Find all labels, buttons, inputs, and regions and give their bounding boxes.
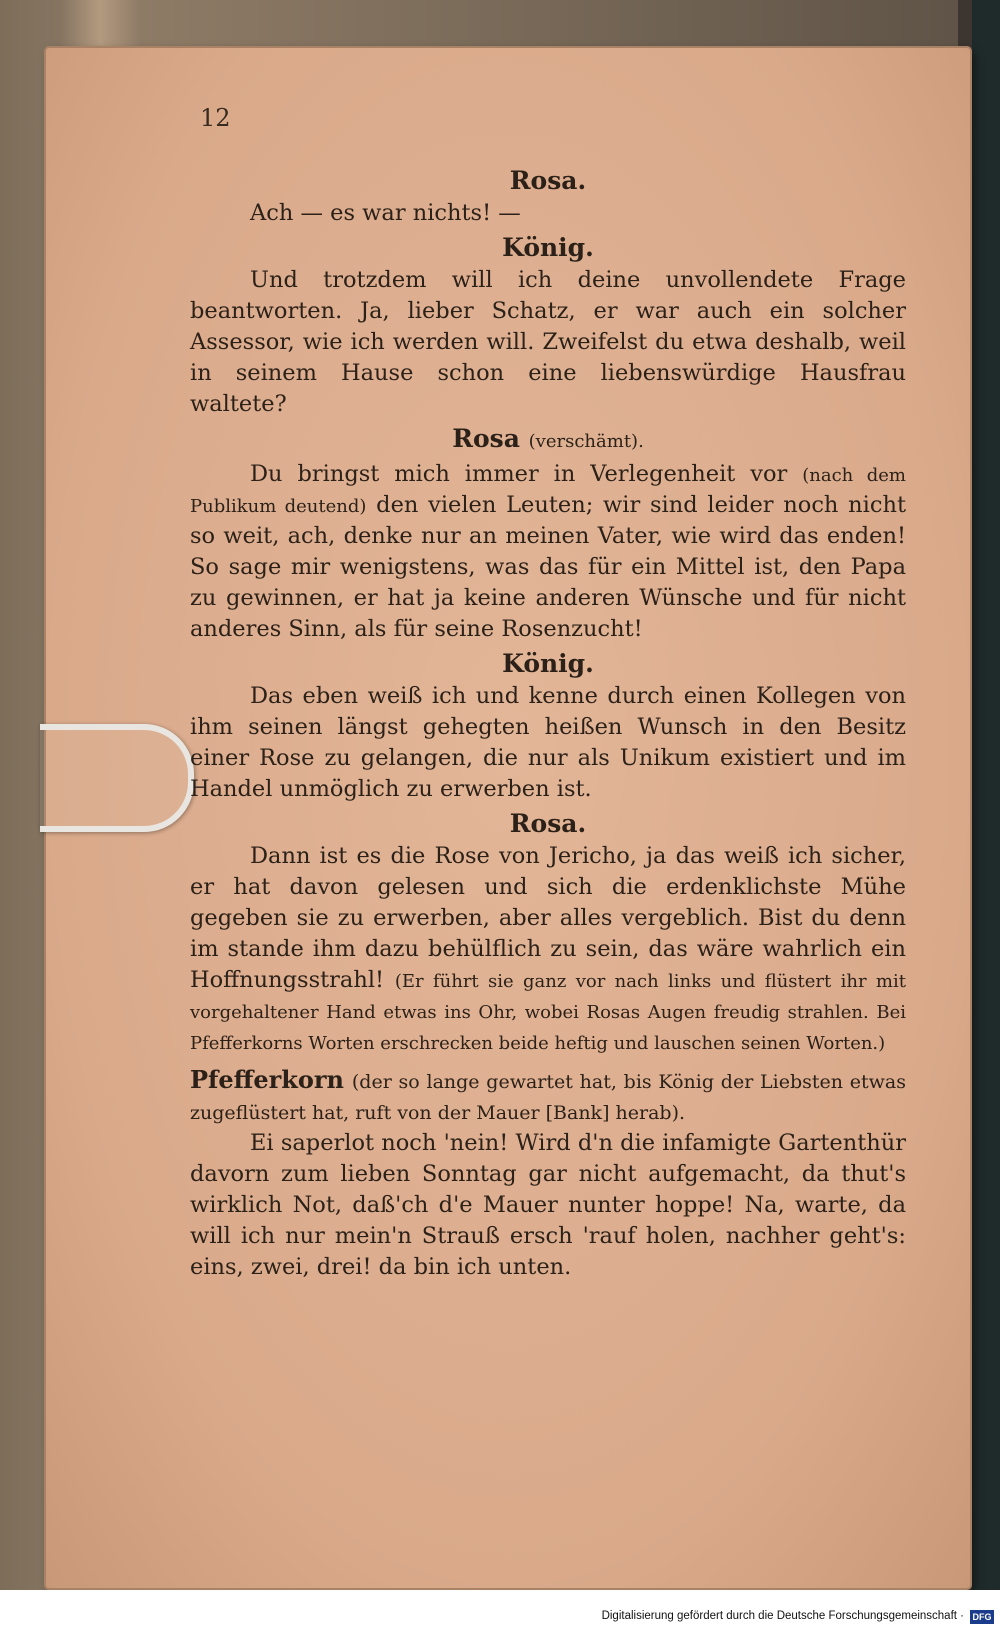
page-number: 12	[200, 104, 231, 132]
speaker-koenig: König.	[502, 649, 594, 678]
speech-rosa-1: Ach — es war nichts! —	[250, 200, 521, 226]
speech-rosa-2	[190, 459, 906, 645]
speaker-pfefferkorn	[190, 1064, 906, 1128]
speaker-rosa	[190, 422, 906, 459]
footer-bar	[0, 1590, 1000, 1634]
speech-text: den vielen Leuten; wir sind leider noch nicht so weit, ach, denke nur an meinen Vater, wie wird das enden! So sage mir wenigstens, was das für ein Mittel ist, den Papa zu gewinnen, er hat ja keine anderen Wünsche und für nicht anderes Sinn, als für seine Rosenzucht!	[190, 492, 906, 642]
speaker-koenig: König.	[502, 233, 594, 262]
speech-koenig-2: Das eben weiß ich und kenne durch einen Kollegen von ihm seinen längst gehegten heißen Wunsch in den Besitz einer Rose zu gelangen, die nur als Unikum existiert und im Handel unmöglich zu erwerben ist.	[190, 683, 906, 802]
stage-direction: (Er führt sie ganz vor nach links und flüstert ihr mit vorgehaltener Hand etwas ins Ohr, wobei Rosas Augen freudig strahlen. Bei Pfefferkorns Worten erschrecken beide heftig und lauschen seinen Worten.)	[190, 971, 906, 1054]
funding-credit: Digitalisierung gefördert durch die Deutsche Forschungsgemeinschaft ·	[601, 1610, 964, 1622]
stage-direction: (verschämt).	[528, 431, 644, 452]
speaker-name: Rosa	[452, 424, 520, 453]
page-clip	[40, 724, 194, 832]
speech-text: Dann ist es die Rose von Jericho, ja das weiß ich sicher, er hat davon gelesen und sich die erdenklichste Mühe gegeben sie zu erwerben, aber alles vergeblich. Bist du denn im stande ihm dazu behülflich zu sein, das wäre wahrlich ein Hoffnungsstrahl!	[190, 843, 906, 993]
speech-pfefferkorn-1: Ei saperlot noch 'nein! Wird d'n die infamigte Gartenthür davorn zum lieben Sonntag gar nicht aufgemacht, da thut's wirklich Not, daß'ch d'e Mauer nunter hoppe! Na, warte, da will ich nur mein'n Strauß ersch 'rauf holen, nachher geht's: eins, zwei, drei! da bin ich unten.	[190, 1130, 906, 1280]
stage-direction: (nach dem Publikum deutend)	[190, 465, 906, 517]
speaker-rosa: Rosa.	[509, 166, 587, 195]
speech-koenig-1: Und trotzdem will ich deine unvollendete Frage beantworten. Ja, lieber Schatz, er war auch ein solcher Assessor, wie ich werden will. Zweifelst du etwa deshalb, weil in seinem Hause schon eine liebenswürdige Hausfrau waltete?	[190, 267, 906, 417]
speech-text: Du bringst mich immer in Verlegenheit vor	[250, 461, 788, 487]
book-cover-edge	[972, 0, 1000, 1610]
speaker-rosa: Rosa.	[509, 809, 587, 838]
dfg-logo: DFG	[970, 1610, 994, 1624]
speech-rosa-3	[190, 841, 906, 1058]
page-text	[190, 100, 906, 1283]
speaker-name: Pfefferkorn	[190, 1065, 344, 1094]
stage-direction: (der so lange gewartet hat, bis König der Liebsten etwas zugeflüstert hat, ruft von der Mauer [Bank] herab).	[190, 1071, 906, 1124]
